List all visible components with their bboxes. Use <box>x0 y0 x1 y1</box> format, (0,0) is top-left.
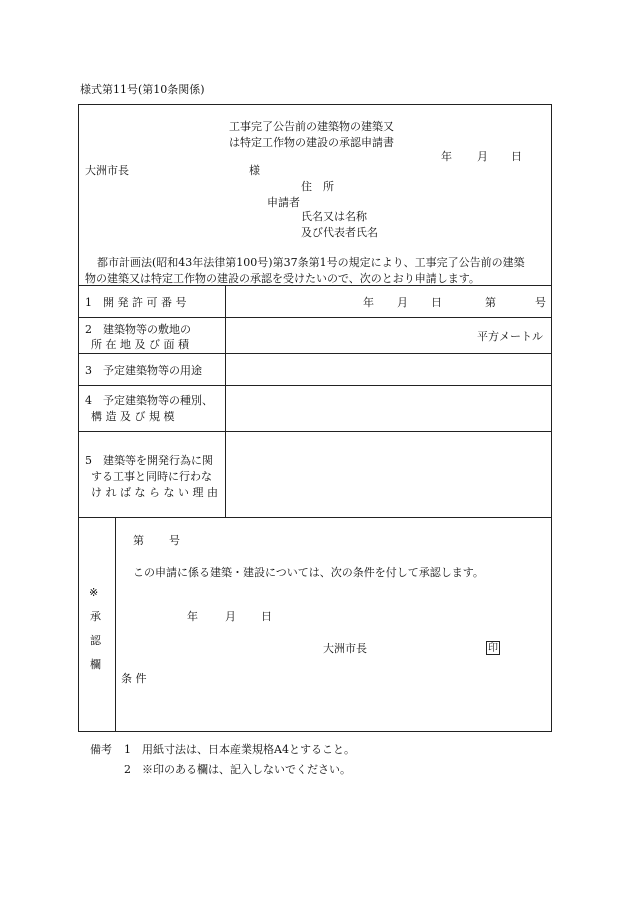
form-title-line2: は特定工作物の建設の承認申請書 <box>229 136 394 149</box>
row-divider-1 <box>79 285 551 286</box>
row4-label-line1: 4 予定建築物等の種別、 <box>85 394 213 407</box>
approval-mayor: 大洲市長 <box>323 642 367 655</box>
note2-number: 2 <box>124 763 131 776</box>
approval-go: 号 <box>169 534 180 547</box>
row1-label: 1 開 発 許 可 番 号 <box>85 296 187 309</box>
form-title-line1: 工事完了公告前の建築物の建築又 <box>229 120 394 133</box>
note1-number: 1 <box>124 743 131 756</box>
approval-side-mark: ※ <box>89 586 99 599</box>
row5-label-line3: け れ ば な ら な い 理 由 <box>91 486 218 499</box>
row-divider-2 <box>79 317 551 318</box>
row-divider-4 <box>79 385 551 386</box>
row5-label-line2: する工事と同時に行わな <box>91 470 212 483</box>
body-text-line2: 物の建築又は特定工作物の建設の承認を受けたいので、次のとおり申請します。 <box>85 272 480 285</box>
form-number-label: 様式第11号(第10条関係) <box>80 83 205 96</box>
label-column-divider <box>225 285 226 517</box>
address-label: 住 所 <box>301 180 334 193</box>
row2-label-line1: 2 建築物等の敷地の <box>85 323 191 336</box>
approval-side-char3: 欄 <box>90 658 101 671</box>
note2-text: ※印のある欄は、記入しないでください。 <box>142 763 351 776</box>
notes-label: 備考 <box>90 743 112 756</box>
approval-month: 月 <box>225 610 236 623</box>
approval-side-divider <box>115 517 116 732</box>
row1-year: 年 <box>363 296 374 309</box>
row-divider-3 <box>79 353 551 354</box>
row1-go: 号 <box>535 296 546 309</box>
applicant-label: 申請者 <box>267 196 300 209</box>
row2-area-unit: 平方メートル <box>477 330 543 343</box>
row4-label-line2: 構 造 及 び 規 模 <box>91 410 175 423</box>
row2-label-line2: 所 在 地 及 び 面 積 <box>91 338 189 351</box>
addressee-honorific: 様 <box>249 164 260 177</box>
body-text-line1: 都市計画法(昭和43年法律第100号)第37条第1号の規定により、工事完了公告前の建築 <box>97 256 525 269</box>
row1-day: 日 <box>431 296 442 309</box>
header-day: 日 <box>511 150 522 163</box>
header-year: 年 <box>441 150 452 163</box>
note1-text: 用紙寸法は、日本産業規格A4とすること。 <box>142 743 355 756</box>
representative-label: 及び代表者氏名 <box>301 226 378 239</box>
approval-year: 年 <box>187 610 198 623</box>
row1-dai: 第 <box>485 296 496 309</box>
row5-label-line1: 5 建築等を開発行為に関 <box>85 454 213 467</box>
name-label: 氏名又は名称 <box>301 210 367 223</box>
approval-dai: 第 <box>133 534 144 547</box>
approval-day: 日 <box>261 610 272 623</box>
seal-stamp: 印 <box>488 643 498 654</box>
header-month: 月 <box>477 150 488 163</box>
application-form <box>78 104 552 732</box>
addressee-name: 大洲市長 <box>85 164 129 177</box>
row1-month: 月 <box>397 296 408 309</box>
approval-side-char2: 認 <box>90 634 101 647</box>
row3-label: 3 予定建築物等の用途 <box>85 364 202 377</box>
row-divider-5 <box>79 431 551 432</box>
approval-statement: この申請に係る建築・建設については、次の条件を付して承認します。 <box>133 566 484 579</box>
approval-conditions: 条 件 <box>121 672 147 685</box>
approval-side-char1: 承 <box>90 610 101 623</box>
row-divider-6 <box>79 517 551 518</box>
